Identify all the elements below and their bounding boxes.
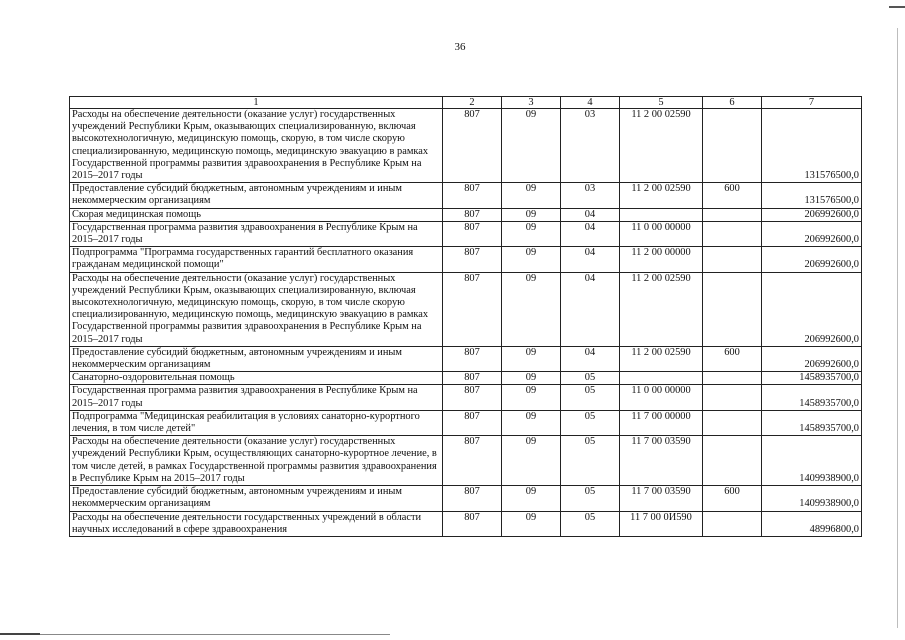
column-6-cell bbox=[703, 436, 762, 486]
table-row bbox=[70, 109, 862, 183]
column-6-cell: 600 bbox=[703, 346, 762, 371]
page-number: 36 bbox=[454, 41, 466, 53]
table-row bbox=[70, 410, 862, 435]
row-name-cell: Государственная программа развития здравоохранения в Республике Крым на 2015–2017 годы bbox=[70, 221, 443, 246]
column-5-cell: 11 2 00 02590 bbox=[620, 183, 703, 208]
column-6-cell: 600 bbox=[703, 486, 762, 511]
column-5-cell: 11 7 00 03590 bbox=[620, 436, 703, 486]
table-row bbox=[70, 511, 862, 536]
column-5-cell: 11 7 00 03590 bbox=[620, 486, 703, 511]
column-6-cell bbox=[703, 410, 762, 435]
amount-cell: 131576500,0 bbox=[762, 109, 862, 183]
row-name-cell: Подпрограмма "Медицинская реабилитация в условиях санаторно-курортного лечения, в том числе детей" bbox=[70, 410, 443, 435]
column-5-cell: 11 2 00 02590 bbox=[620, 272, 703, 346]
column-3-cell: 09 bbox=[502, 486, 561, 511]
footer-line bbox=[0, 633, 40, 635]
column-3-cell: 09 bbox=[502, 183, 561, 208]
table-row bbox=[70, 247, 862, 272]
column-6-cell bbox=[703, 109, 762, 183]
row-name-cell: Расходы на обеспечение деятельности (оказание услуг) государственных учреждений Республики Крым, оказывающих специализированную, включая высокотехнологичную, медицинскую помощь, скорую, в том числе скорую специализированную, медицинскую помощь, медицинскую эвакуацию в рамках Государственной программы развития здравоохранения в Республике Крым на 2015–2017 годы bbox=[70, 272, 443, 346]
column-2-cell: 807 bbox=[443, 410, 502, 435]
column-2-cell: 807 bbox=[443, 109, 502, 183]
column-5-cell: 11 7 00 0И590 bbox=[620, 511, 703, 536]
column-4-cell: 05 bbox=[561, 511, 620, 536]
row-name-cell: Предоставление субсидий бюджетным, автономным учреждениям и иным некоммерческим организациям bbox=[70, 486, 443, 511]
row-name-cell: Подпрограмма "Программа государственных гарантий бесплатного оказания гражданам медицинской помощи" bbox=[70, 247, 443, 272]
column-6-cell bbox=[703, 272, 762, 346]
column-2-cell: 807 bbox=[443, 247, 502, 272]
page-edge-line bbox=[897, 28, 898, 628]
column-3-cell: 09 bbox=[502, 247, 561, 272]
column-5-cell bbox=[620, 208, 703, 221]
row-name-cell: Расходы на обеспечение деятельности (оказание услуг) государственных учреждений Республики Крым, оказывающих специализированную, включая высокотехнологичную, медицинскую помощь, скорую, в том числе скорую специализированную, медицинскую помощь, медицинскую эвакуацию в рамках Государственной программы развития здравоохранения в Республике Крым на 2015–2017 годы bbox=[70, 109, 443, 183]
column-2-cell: 807 bbox=[443, 183, 502, 208]
amount-cell: 1409938900,0 bbox=[762, 486, 862, 511]
row-name-cell: Скорая медицинская помощь bbox=[70, 208, 443, 221]
column-2-cell: 807 bbox=[443, 436, 502, 486]
table-row bbox=[70, 346, 862, 371]
column-6-cell: 600 bbox=[703, 183, 762, 208]
amount-cell: 206992600,0 bbox=[762, 272, 862, 346]
header-cell: 6 bbox=[703, 97, 762, 109]
table-row bbox=[70, 486, 862, 511]
column-4-cell: 03 bbox=[561, 109, 620, 183]
table-row bbox=[70, 372, 862, 385]
column-2-cell: 807 bbox=[443, 346, 502, 371]
column-5-cell: 11 7 00 00000 bbox=[620, 410, 703, 435]
column-4-cell: 05 bbox=[561, 410, 620, 435]
amount-cell: 131576500,0 bbox=[762, 183, 862, 208]
amount-cell: 206992600,0 bbox=[762, 208, 862, 221]
column-2-cell: 807 bbox=[443, 372, 502, 385]
column-3-cell: 09 bbox=[502, 346, 561, 371]
amount-cell: 206992600,0 bbox=[762, 346, 862, 371]
column-4-cell: 03 bbox=[561, 183, 620, 208]
column-3-cell: 09 bbox=[502, 221, 561, 246]
column-2-cell: 807 bbox=[443, 221, 502, 246]
column-3-cell: 09 bbox=[502, 436, 561, 486]
amount-cell: 48996800,0 bbox=[762, 511, 862, 536]
header-cell: 4 bbox=[561, 97, 620, 109]
column-5-cell: 11 0 00 00000 bbox=[620, 385, 703, 410]
header-cell: 7 bbox=[762, 97, 862, 109]
table-row bbox=[70, 208, 862, 221]
column-4-cell: 04 bbox=[561, 272, 620, 346]
column-4-cell: 05 bbox=[561, 372, 620, 385]
budget-table bbox=[69, 96, 862, 537]
column-5-cell: 11 0 00 00000 bbox=[620, 221, 703, 246]
header-cell: 3 bbox=[502, 97, 561, 109]
table-row bbox=[70, 436, 862, 486]
column-4-cell: 04 bbox=[561, 247, 620, 272]
column-3-cell: 09 bbox=[502, 372, 561, 385]
column-3-cell: 09 bbox=[502, 272, 561, 346]
footer-line bbox=[40, 634, 390, 635]
column-4-cell: 04 bbox=[561, 208, 620, 221]
column-5-cell bbox=[620, 372, 703, 385]
column-2-cell: 807 bbox=[443, 208, 502, 221]
row-name-cell: Предоставление субсидий бюджетным, автономным учреждениям и иным некоммерческим организациям bbox=[70, 346, 443, 371]
column-4-cell: 05 bbox=[561, 486, 620, 511]
row-name-cell: Расходы на обеспечение деятельности (оказание услуг) государственных учреждений Республики Крым, осуществляющих санаторно-курортное лечение, в том числе детей, в рамках Государственной программы развития здравоохранения в Республике Крым на 2015–2017 годы bbox=[70, 436, 443, 486]
column-2-cell: 807 bbox=[443, 385, 502, 410]
table-row bbox=[70, 183, 862, 208]
row-name-cell: Государственная программа развития здравоохранения в Республике Крым на 2015–2017 годы bbox=[70, 385, 443, 410]
column-4-cell: 04 bbox=[561, 221, 620, 246]
column-3-cell: 09 bbox=[502, 385, 561, 410]
column-5-cell: 11 2 00 02590 bbox=[620, 109, 703, 183]
edge-mark bbox=[889, 6, 905, 8]
column-2-cell: 807 bbox=[443, 486, 502, 511]
header-cell: 1 bbox=[70, 97, 443, 109]
row-name-cell: Предоставление субсидий бюджетным, автономным учреждениям и иным некоммерческим организациям bbox=[70, 183, 443, 208]
column-4-cell: 05 bbox=[561, 385, 620, 410]
header-cell: 5 bbox=[620, 97, 703, 109]
amount-cell: 1458935700,0 bbox=[762, 372, 862, 385]
column-4-cell: 04 bbox=[561, 346, 620, 371]
column-4-cell: 05 bbox=[561, 436, 620, 486]
column-6-cell bbox=[703, 247, 762, 272]
column-5-cell: 11 2 00 00000 bbox=[620, 247, 703, 272]
column-2-cell: 807 bbox=[443, 272, 502, 346]
row-name-cell: Расходы на обеспечение деятельности государственных учреждений в области научных исследований в сфере здравоохранения bbox=[70, 511, 443, 536]
amount-cell: 206992600,0 bbox=[762, 247, 862, 272]
column-3-cell: 09 bbox=[502, 208, 561, 221]
column-6-cell bbox=[703, 385, 762, 410]
amount-cell: 1458935700,0 bbox=[762, 410, 862, 435]
column-6-cell bbox=[703, 208, 762, 221]
table-row bbox=[70, 272, 862, 346]
column-2-cell: 807 bbox=[443, 511, 502, 536]
column-3-cell: 09 bbox=[502, 410, 561, 435]
header-cell: 2 bbox=[443, 97, 502, 109]
row-name-cell: Санаторно-оздоровительная помощь bbox=[70, 372, 443, 385]
column-5-cell: 11 2 00 02590 bbox=[620, 346, 703, 371]
column-6-cell bbox=[703, 221, 762, 246]
column-3-cell: 09 bbox=[502, 109, 561, 183]
column-6-cell bbox=[703, 511, 762, 536]
table-row bbox=[70, 385, 862, 410]
column-3-cell: 09 bbox=[502, 511, 561, 536]
table-header-row bbox=[70, 97, 862, 109]
amount-cell: 1409938900,0 bbox=[762, 436, 862, 486]
amount-cell: 206992600,0 bbox=[762, 221, 862, 246]
amount-cell: 1458935700,0 bbox=[762, 385, 862, 410]
table-row bbox=[70, 221, 862, 246]
column-6-cell bbox=[703, 372, 762, 385]
